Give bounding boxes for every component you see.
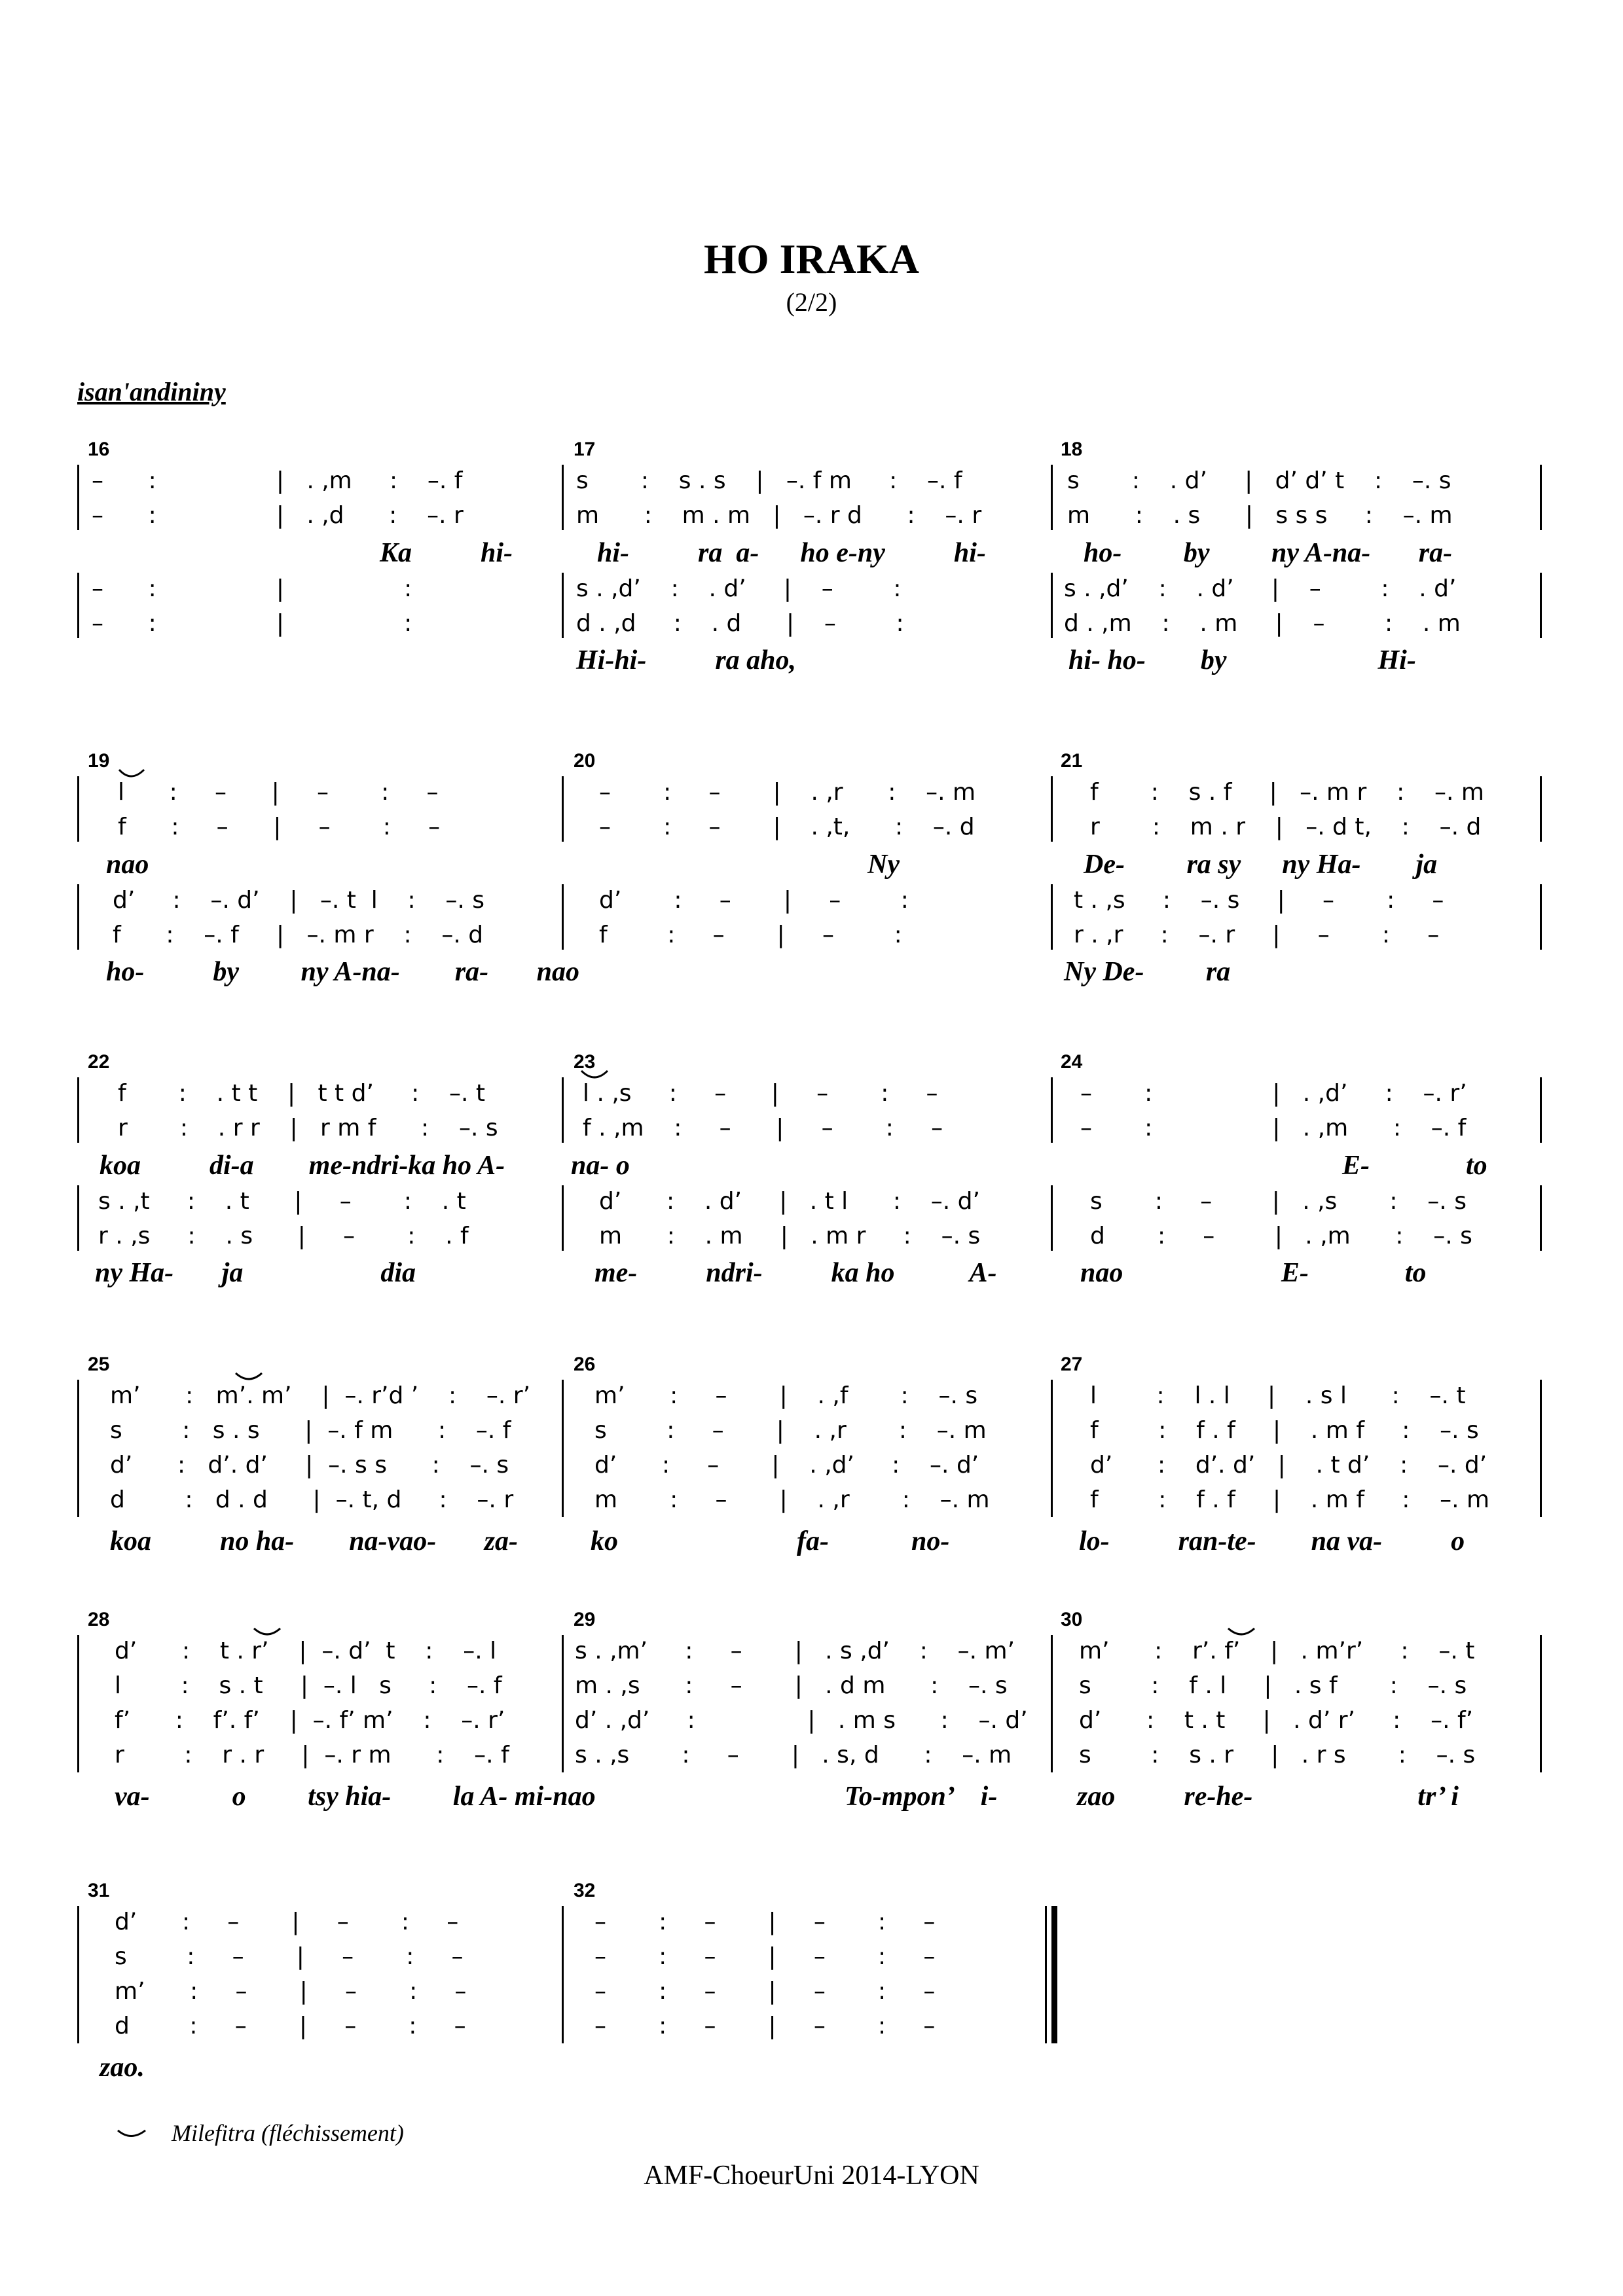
lyric-line: E- to: [1342, 1151, 1487, 1181]
notes-tenor: t . ,s : –. s | – : –: [1074, 887, 1444, 914]
lyric-line: nao E- to: [1080, 1258, 1427, 1288]
notes-soprano: s . ,m’ : – | . s ,d’ : –. m’: [575, 1638, 1015, 1664]
measure-number: 31: [88, 1880, 110, 1901]
notes-soprano: f : . t t | t t d’ : –. t: [118, 1080, 486, 1107]
measure-number: 20: [574, 750, 596, 772]
notes-bass: d : d . d | –. t, d : –. r: [110, 1486, 514, 1513]
notes-alto: – : – | . ,t, : –. d: [599, 814, 975, 840]
measure-number: 18: [1061, 439, 1083, 460]
tempo-marking: isan'andininy: [77, 377, 226, 406]
measure-number: 25: [88, 1354, 110, 1375]
notes-bass: d : – | – : –: [115, 2013, 466, 2039]
flechissement-arc: [254, 1628, 280, 1634]
notes-alto: m : . s | s s s : –. m: [1067, 502, 1453, 529]
notes-soprano: m’ : – | . ,f : –. s: [594, 1382, 978, 1409]
notes-alto: s : – | – : –: [115, 1943, 464, 1970]
notes-bass: r : r . r | –. r m : –. f: [115, 1742, 509, 1768]
notes-tenor: s . ,t : . t | – : . t: [98, 1188, 466, 1215]
notes-soprano: l : l . l | . s l : –. t: [1090, 1382, 1466, 1409]
lyric-line: me- ndri- ka ho A-: [594, 1258, 997, 1288]
notes-bass: f : f . f | . m f : –. m: [1090, 1486, 1490, 1513]
notes-soprano: – : | . ,d’ : –. r’: [1080, 1080, 1467, 1107]
measure-number: 26: [574, 1354, 596, 1375]
notes-tenor: d’ : d’. d’ | –. s s : –. s: [110, 1452, 509, 1479]
measure-number: 23: [574, 1051, 596, 1073]
notes-alto: s : s . s | –. f m : –. f: [110, 1417, 511, 1444]
notes-alto: m . ,s : – | . d m : –. s: [575, 1672, 1008, 1699]
lyric-line: nao: [106, 850, 149, 880]
notes-tenor: d’ : t . t | . d’ r’ : –. f’: [1079, 1707, 1474, 1734]
notes-tenor: d’ : – | – :: [599, 887, 909, 914]
notes-soprano: f : s . f | –. m r : –. m: [1090, 779, 1484, 806]
notes-alto: – : – | – : –: [594, 1943, 936, 1970]
measure-number: 22: [88, 1051, 110, 1073]
notes-bass: m : – | . ,r : –. m: [594, 1486, 990, 1513]
lyric-line: hi- ra a- ho e-ny hi-: [597, 538, 986, 568]
notes-soprano: m’ : m’. m’ | –. r’d ’ : –. r’: [110, 1382, 531, 1409]
notes-bass: f : – | – :: [599, 922, 902, 948]
footer: AMF-ChoeurUni 2014-LYON: [644, 2161, 979, 2191]
notes-tenor: – : – | – : –: [594, 1978, 936, 2005]
notes-tenor: d’ . ,d’ : | . m s : –. d’: [575, 1707, 1028, 1734]
measure-number: 30: [1061, 1609, 1083, 1630]
notes-bass: s . ,s : – | . s, d : –. m: [575, 1742, 1012, 1768]
lyric-line: zao.: [100, 2053, 145, 2083]
page-title: HO IRAKA: [704, 236, 919, 282]
notes-alto: m : m . m | –. r d : –. r: [576, 502, 982, 529]
notes-tenor: d’ : d’. d’ | . t d’ : –. d’: [1090, 1452, 1487, 1479]
measure-number: 24: [1061, 1051, 1083, 1073]
lyric-line: ny Ha- ja dia: [95, 1258, 416, 1288]
measure-number: 16: [88, 439, 110, 460]
notes-soprano: – : – | – : –: [594, 1909, 936, 1935]
notes-tenor: d’ : – | . ,d’ : –. d’: [594, 1452, 979, 1479]
notes-tenor: s : – | . ,s : –. s: [1090, 1188, 1467, 1215]
measure-number: 28: [88, 1609, 110, 1630]
measure-number: 19: [88, 750, 110, 772]
notes-alto: – : | . ,m : –. f: [1080, 1115, 1467, 1141]
notes-soprano: – : – | . ,r : –. m: [599, 779, 976, 806]
notes-soprano: d’ : t . r’ | –. d’ t : –. l: [115, 1638, 497, 1664]
lyric-line: ho- by ny A-na- ra- nao: [106, 957, 579, 987]
measure-number: 29: [574, 1609, 596, 1630]
notes-bass: m : . m | . m r : –. s: [599, 1223, 981, 1249]
lyric-line: Hi-hi- ra aho,: [576, 645, 797, 675]
lyric-line: va- o tsy hia- la A- mi-nao: [115, 1782, 596, 1812]
notes-alto: s : f . l | . s f : –. s: [1079, 1672, 1467, 1699]
legend-label: Milefitra (fléchissement): [172, 2120, 404, 2146]
measure-number: 32: [574, 1880, 596, 1901]
notes-soprano: d’ : – | – : –: [115, 1909, 459, 1935]
notes-alto: – : | . ,d : –. r: [92, 502, 464, 529]
flechissement-arc: [581, 1071, 608, 1077]
lyric-line: lo- ran-te- na va- o: [1079, 1526, 1465, 1556]
notes-soprano: – : | . ,m : –. f: [92, 467, 463, 494]
measure-number: 21: [1061, 750, 1083, 772]
flechissement-arc: [119, 770, 144, 776]
notes-bass: f : –. f | –. m r : –. d: [113, 922, 484, 948]
notes-bass: r . ,r : –. r | – : –: [1074, 922, 1440, 948]
lyric-line: Ny De- ra: [1064, 957, 1231, 987]
notes-bass: d : – | . ,m : –. s: [1090, 1223, 1472, 1249]
measure-number: 17: [574, 439, 596, 460]
notes-soprano: l . ,s : – | – : –: [583, 1080, 938, 1107]
lyric-line: To-mpon’ i-: [845, 1782, 998, 1812]
flechissement-arc: [236, 1373, 262, 1379]
notes-alto: r : m . r | –. d t, : –. d: [1090, 814, 1482, 840]
notes-soprano: s : . d’ | d’ d’ t : –. s: [1067, 467, 1451, 494]
lyric-line: zao re-he- tr’ i: [1077, 1782, 1459, 1812]
notes-alto: f : – | – : –: [118, 814, 441, 840]
lyric-line: hi- ho- by Hi-: [1068, 645, 1416, 675]
lyric-line: De- ra sy ny Ha- ja: [1084, 850, 1438, 880]
lyric-line: ko fa- no-: [591, 1526, 950, 1556]
lyric-line: Ka hi-: [380, 538, 513, 568]
notes-alto: f : f . f | . m f : –. s: [1090, 1417, 1479, 1444]
notes-alto: s : – | . ,r : –. m: [594, 1417, 987, 1444]
notes-tenor: m’ : – | – : –: [115, 1978, 467, 2005]
notes-bass: d . ,m : . m | – : . m: [1064, 610, 1461, 637]
notes-soprano: s : s . s | –. f m : –. f: [576, 467, 962, 494]
notes-soprano: m’ : r’. f’ | . m’r’ : –. t: [1079, 1638, 1475, 1664]
page-subtitle: (2/2): [786, 287, 837, 317]
notes-bass: d . ,d : . d | – :: [576, 610, 904, 637]
notes-alto: r : . r r | r m f : –. s: [118, 1115, 498, 1141]
notes-bass: – : | :: [92, 610, 412, 637]
flechissement-arc: [1228, 1628, 1254, 1634]
notes-tenor: f’ : f’. f’ | –. f’ m’ : –. r’: [115, 1707, 505, 1734]
lyric-line: koa no ha- na-vao- za-: [110, 1526, 519, 1556]
notes-bass: s : s . r | . r s : –. s: [1079, 1742, 1476, 1768]
notes-tenor: d’ : . d’ | . t l : –. d’: [599, 1188, 980, 1215]
notes-alto: f . ,m : – | – : –: [583, 1115, 943, 1141]
lyric-line: na- o: [571, 1151, 630, 1181]
notes-bass: r . ,s : . s | – : . f: [98, 1223, 469, 1249]
notes-bass: – : – | – : –: [594, 2013, 936, 2039]
measure-number: 27: [1061, 1354, 1083, 1375]
lyric-line: ho- by ny A-na- ra-: [1084, 538, 1453, 568]
notes-soprano: l : – | – : –: [118, 779, 439, 806]
notes-alto: l : s . t | –. l s : –. f: [115, 1672, 502, 1699]
notes-tenor: s . ,d’ : . d’ | – :: [576, 575, 902, 602]
lyric-line: koa di-a me-ndri-ka ho A-: [100, 1151, 505, 1181]
notes-tenor: s . ,d’ : . d’ | – : . d’: [1064, 575, 1457, 602]
lyric-line: Ny: [867, 850, 900, 880]
legend-flechissement-icon: [118, 2130, 145, 2136]
notes-tenor: d’ : –. d’ | –. t l : –. s: [113, 887, 485, 914]
notes-tenor: – : | :: [92, 575, 412, 602]
